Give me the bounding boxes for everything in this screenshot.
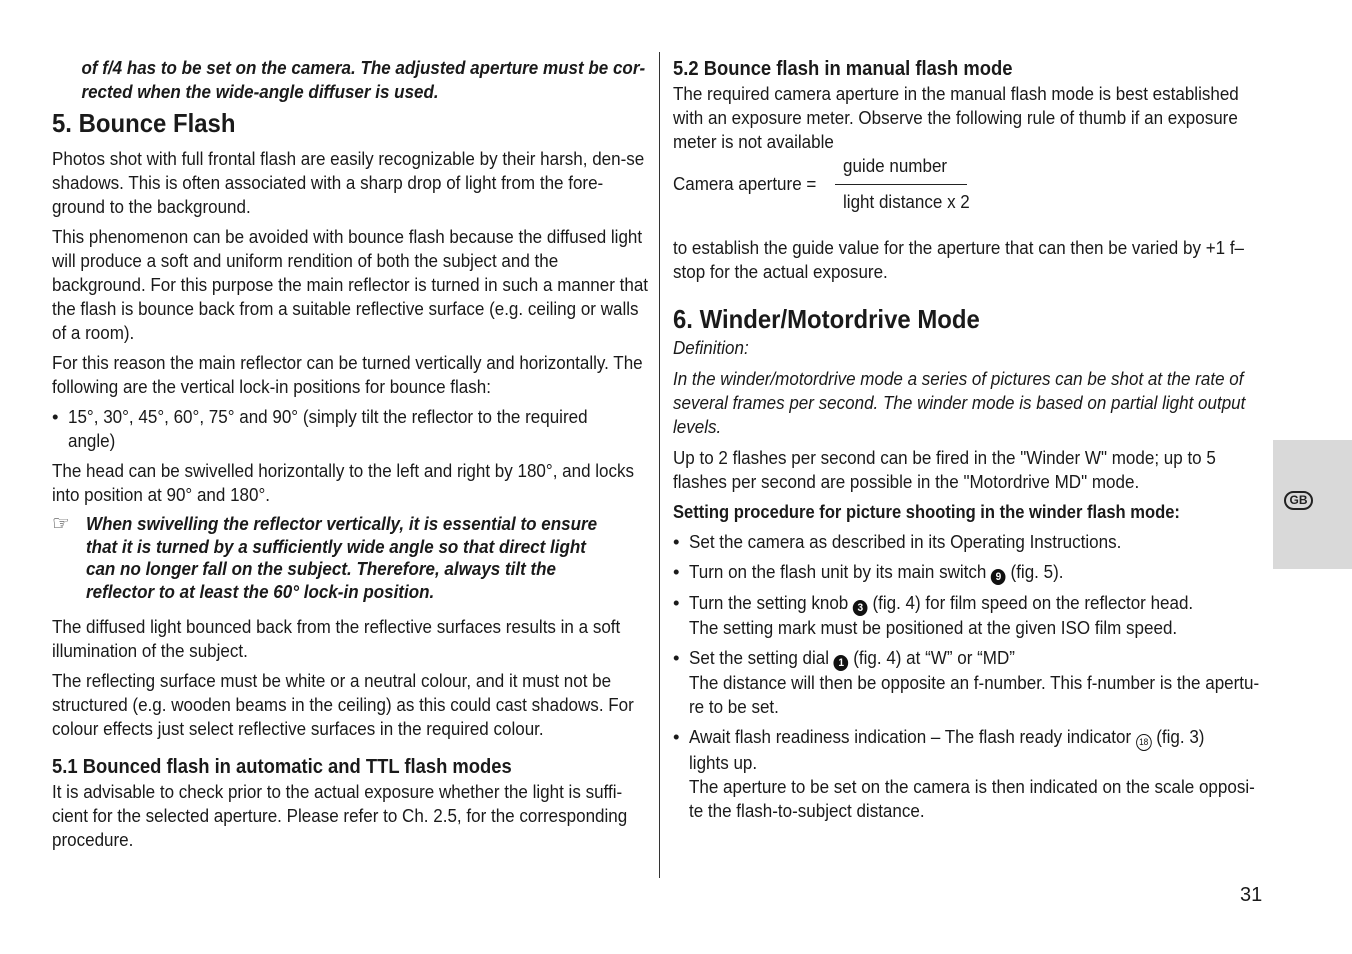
set-camera-text: Set the camera as described in its Operating Instructions.	[689, 531, 1122, 552]
paragraph-check-exposure: It is advisable to check prior to the actual exposure whether the light is suffi-cient for the selected aperture. Please refer to Ch. 2.5, for the corresponding procedure.	[52, 781, 628, 850]
paragraph-manual-aperture: The required camera aperture in the manual flash mode is best established with an exposure meter. Observe the following rule of thumb if an exposure meter is not available	[673, 83, 1239, 152]
pointing-hand-icon: ☞	[52, 513, 70, 535]
main-switch-text: Turn on the flash unit by its main switch 9 (fig. 5).	[689, 561, 1064, 583]
list-item-set-camera	[673, 530, 1273, 554]
setting-knob-text: Turn the setting knob 3 (fig. 4) for film speed on the reflector head. The setting mark must be positioned at the given ISO film speed.	[689, 592, 1194, 638]
paragraph-swivel: The head can be swivelled horizontally to the left and right by 180°, and locks into position at 90° and 180°.	[52, 460, 635, 505]
bullet-dot: •	[52, 406, 59, 427]
intro-note-continued: of f/4 has to be set on the camera. The adjusted aperture must be cor-rected when the wide-angle diffuser is used.	[81, 57, 646, 102]
paragraph-bounce-avoid: This phenomenon can be avoided with bounce flash because the diffused light will produce a soft and uniform rendition of both the subject and the background. For this purpose the main reflector is turned in such a manner that the flash is bounce back from a suitable reflective surface (e.g. ceiling or walls of a room).	[52, 226, 649, 343]
list-item-setting-knob	[673, 591, 1273, 640]
formula-label: Camera aperture =	[673, 173, 817, 194]
list-item-flash-ready	[673, 725, 1273, 823]
heading-5-1: 5.1 Bounced flash in automatic and TTL flash modes	[52, 756, 512, 778]
heading-bounce-flash: 5. Bounce Flash	[52, 108, 236, 138]
flash-ready-continuation: The aperture to be set on the camera is then indicated on the scale opposi-te the flash-to-subject distance.	[689, 776, 1255, 821]
warning-note	[52, 513, 652, 603]
bullet-dot: •	[673, 592, 680, 613]
paragraph-flashes-per-second: Up to 2 flashes per second can be fired in the "Winder W" mode; up to 5 flashes per second are possible in the "Motordrive MD" mode.	[673, 447, 1216, 492]
formula-numerator: guide number	[843, 155, 948, 176]
setting-dial-block	[689, 646, 1319, 719]
flash-ready-block	[689, 725, 1314, 823]
list-item-lock-positions	[52, 405, 652, 453]
heading-winder-mode: 6. Winder/Motordrive Mode	[673, 304, 980, 334]
paragraph-guide-value: to establish the guide value for the aperture that can then be varied by +1 f–stop for the actual exposure.	[673, 237, 1245, 282]
paragraph-reflector-turn: For this reason the main reflector can be turned vertically and horizontally. The following are the vertical lock-in positions for bounce flash:	[52, 352, 643, 397]
fraction-bar	[835, 184, 967, 185]
right-column	[673, 56, 1273, 823]
setting-dial-continuation: The distance will then be opposite an f-number. This f-number is the apertu-re to be set.	[689, 672, 1260, 717]
ref-number-9: 9	[991, 569, 1006, 585]
gb-language-badge: GB	[1284, 491, 1313, 510]
page-number: 31	[1240, 884, 1263, 906]
list-item-setting-dial	[673, 646, 1273, 719]
ref-number-3: 3	[853, 600, 868, 616]
bullet-dot: •	[673, 531, 680, 552]
formula-denominator: light distance x 2	[843, 191, 970, 212]
definition-label: Definition:	[673, 337, 749, 358]
bullet-dot: •	[673, 726, 680, 747]
left-column	[52, 56, 652, 852]
setting-dial-text: Set the setting dial 1 (fig. 4) at “W” or “MD”	[689, 647, 1015, 669]
bullet-dot: •	[673, 647, 680, 668]
definition-text: In the winder/motordrive mode a series of pictures can be shot at the rate of several frames per second. The winder mode is based on partial light output levels.	[673, 368, 1246, 437]
heading-5-2: 5.2 Bounce flash in manual flash mode	[673, 58, 1013, 80]
paragraph-reflecting-surface: The reflecting surface must be white or a neutral colour, and it must not be structured (e.g. wooden beams in the ceiling) as this could cast shadows. For colour effects just select reflective surfaces in the required colour.	[52, 670, 634, 739]
flash-ready-text: Await flash readiness indication – The flash ready indicator 18 (fig. 3) lights up.	[689, 726, 1205, 773]
warning-note-text: When swivelling the reflector vertically, it is essential to ensure that it is turned by a sufficiently wide angle so that direct light can no longer fall on the subject. Therefore, always tilt the reflector to at least the 60° lock-in position.	[86, 513, 598, 602]
lock-positions-text: 15°, 30°, 45°, 60°, 75° and 90° (simply tilt the reflector to the required angle)	[68, 406, 588, 451]
setting-procedure-title: Setting procedure for picture shooting in the winder flash mode:	[673, 502, 1180, 522]
list-item-main-switch	[673, 560, 1273, 585]
language-tab	[1273, 440, 1352, 569]
bullet-dot: •	[673, 561, 680, 582]
ref-number-1: 1	[834, 655, 849, 671]
column-divider	[659, 52, 660, 878]
aperture-formula	[673, 154, 1273, 214]
ref-number-18: 18	[1136, 734, 1152, 751]
paragraph-diffused-light: The diffused light bounced back from the reflective surfaces results in a soft illumination of the subject.	[52, 616, 621, 661]
paragraph-frontal-flash: Photos shot with full frontal flash are easily recognizable by their harsh, den-se shadows. This is often associated with a sharp drop of light from the fore-ground to the background.	[52, 148, 645, 217]
